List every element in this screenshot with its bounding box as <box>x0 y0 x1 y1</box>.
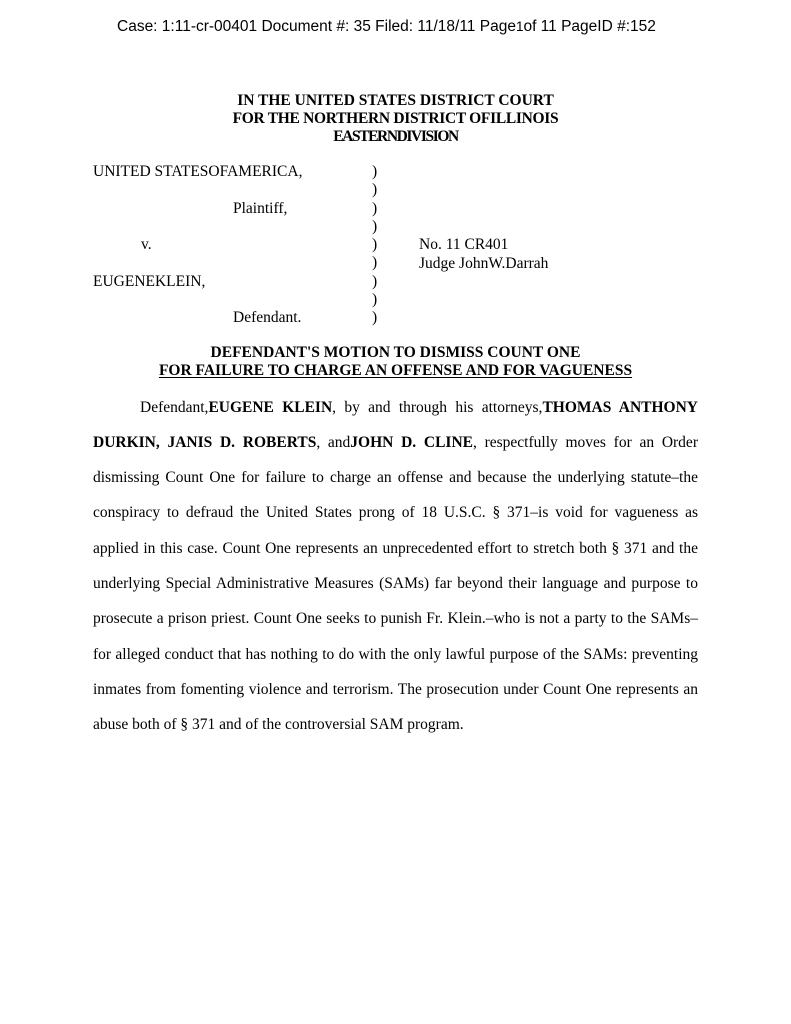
caption-paren: ) <box>372 217 378 235</box>
attorney-name-bold: JOHN D. CLINE <box>350 433 473 451</box>
header-page-info: of 11 PageID #:152 <box>523 18 656 35</box>
body-text: for alleged conduct that has nothing to do with the only lawful purpose of the SAMs: preventing <box>93 645 698 663</box>
body-text: , and <box>316 433 351 451</box>
body-line <box>93 390 698 425</box>
caption-paren: ) <box>372 199 378 217</box>
body-line <box>93 531 698 566</box>
body-text: abuse both of § 371 and of the controversial SAM program. <box>93 716 464 734</box>
motion-body <box>93 390 698 743</box>
body-line <box>93 425 698 460</box>
body-line <box>93 495 698 530</box>
body-text: conspiracy to defraud the United States prong of 18 U.S.C. § 371–is void for vagueness as <box>93 504 698 522</box>
case-number: No. 11 CR401 <box>419 236 509 254</box>
body-text: applied in this case. Count One represents an unprecedented effort to stretch both § 371 and the <box>93 539 698 557</box>
defendant-name: EUGENEKLEIN, <box>93 272 206 290</box>
caption-paren-column <box>372 163 377 328</box>
attorney-name-bold: THOMAS ANTHONY <box>542 398 699 416</box>
body-line <box>93 601 698 636</box>
caption-paren: ) <box>372 163 378 180</box>
body-text: , respectfully moves for an Order <box>472 433 698 451</box>
body-line <box>93 707 698 742</box>
defendant-name-bold: EUGENE KLEIN <box>208 398 333 416</box>
body-line <box>93 672 698 707</box>
caption-paren: ) <box>372 291 378 309</box>
caption-paren: ) <box>372 181 378 199</box>
caption-paren: ) <box>372 254 378 272</box>
body-text: prosecute a prison priest. Count One seeks to punish Fr. Klein.–who is not a party to the SAMs– <box>93 610 698 628</box>
motion-title <box>0 344 791 380</box>
plaintiff-name: UNITED STATESOFAMERICA, <box>93 163 303 180</box>
attorney-name-bold: DURKIN, JANIS D. ROBERTS <box>93 433 317 451</box>
defendant-label: Defendant. <box>233 309 302 327</box>
body-line <box>93 637 698 672</box>
body-line <box>93 566 698 601</box>
body-text: underlying Special Administrative Measures (SAMs) far beyond their language and purpose to <box>93 574 698 592</box>
body-line <box>93 460 698 495</box>
caption-paren: ) <box>372 236 378 254</box>
versus-label: v. <box>141 236 152 254</box>
body-text: dismissing Count One for failure to charge an offense and because the underlying statute–the <box>93 469 698 487</box>
body-text: , by and through his attorneys, <box>332 398 543 416</box>
body-text: inmates from fomenting violence and terrorism. The prosecution under Count One represents an <box>93 680 698 698</box>
division-line: EASTERNDIVISION <box>333 128 458 145</box>
district-line: FOR THE NORTHERN DISTRICT OFILLINOIS <box>232 110 559 127</box>
header-page-number: 1 <box>515 19 524 34</box>
header-case-info: Case: 1:11-cr-00401 Document #: 35 Filed: 11/18/11 Page <box>117 18 516 35</box>
motion-title-line2: FOR FAILURE TO CHARGE AN OFFENSE AND FOR VAGUENESS <box>158 362 633 379</box>
caption-paren: ) <box>372 272 378 290</box>
case-caption <box>0 0 791 340</box>
plaintiff-label: Plaintiff, <box>233 199 288 217</box>
court-name-line: IN THE UNITED STATES DISTRICT COURT <box>237 92 554 109</box>
body-text: Defendant, <box>140 398 209 416</box>
motion-title-line1: DEFENDANT'S MOTION TO DISMISS COUNT ONE <box>210 344 581 361</box>
judge-name: Judge JohnW.Darrah <box>419 254 549 272</box>
caption-paren: ) <box>372 309 378 327</box>
